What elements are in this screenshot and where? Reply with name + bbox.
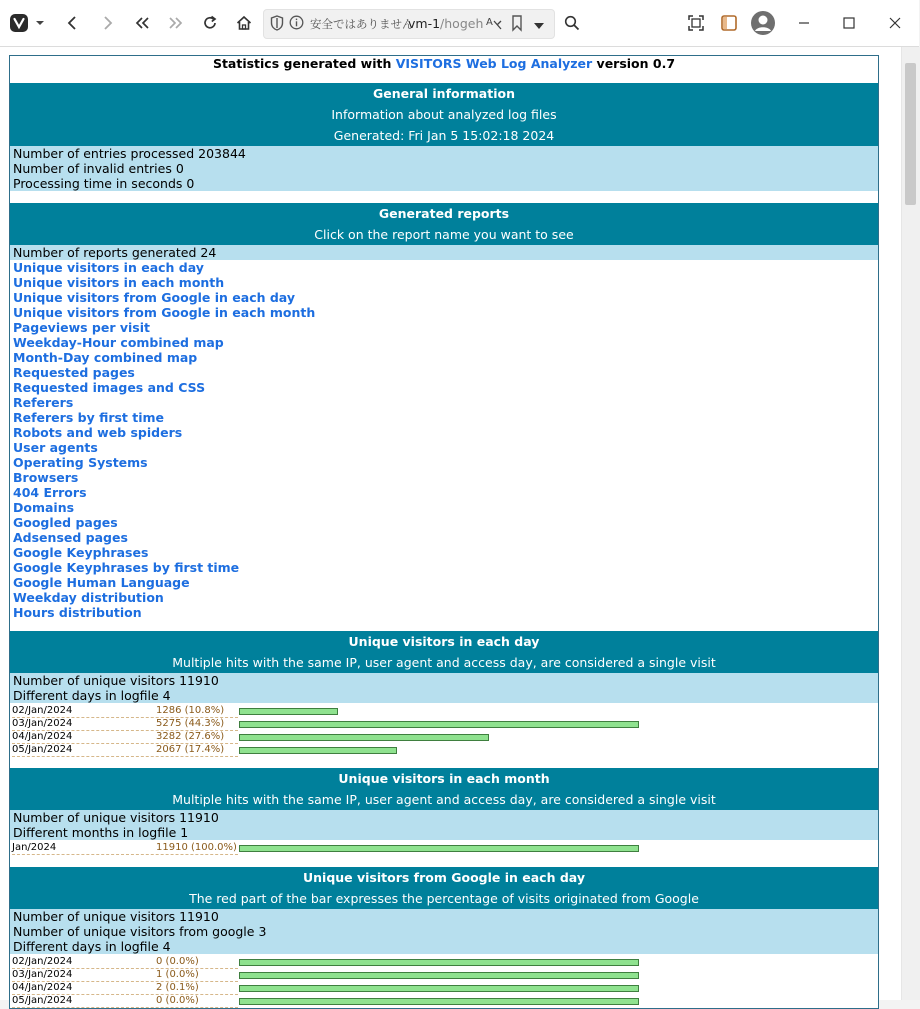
general-title: General information [10, 83, 878, 104]
browser-toolbar [0, 0, 919, 47]
headline-suffix: version 0.7 [592, 56, 676, 71]
maximize-icon[interactable] [834, 8, 864, 38]
report-link[interactable]: Weekday-Hour combined map [13, 335, 224, 350]
vivaldi-menu-icon[interactable] [8, 8, 30, 38]
panel-toggle-icon[interactable] [717, 8, 741, 38]
row-bar [239, 845, 639, 852]
security-warning-text: 安全ではありません [310, 17, 414, 31]
table-row [10, 744, 878, 757]
reports-title: Generated reports [10, 203, 878, 224]
row-value: 2067 (17.4%) [156, 744, 225, 755]
invalid-entries: Number of invalid entries 0 [13, 161, 184, 176]
google-visitors-from-google: Number of unique visitors from google 3 [13, 924, 267, 939]
search-icon[interactable] [560, 8, 584, 38]
report-link[interactable]: Unique visitors in each month [13, 275, 225, 290]
report-link[interactable]: User agents [13, 440, 98, 455]
table-row [10, 731, 878, 744]
home-icon[interactable] [230, 8, 258, 38]
monthly-info [10, 810, 878, 840]
table-row [10, 969, 878, 982]
generated-timestamp: Generated: Fri Jan 5 15:02:18 2024 [10, 125, 878, 146]
monthly-unique-visitors: Number of unique visitors 11910 [13, 810, 219, 825]
row-value: 3282 (27.6%) [156, 731, 225, 742]
row-bar [239, 959, 639, 966]
fast-forward-icon[interactable] [162, 8, 190, 38]
row-bar [239, 734, 489, 741]
monthly-rows [10, 840, 878, 855]
daily-title: Unique visitors in each day [10, 631, 878, 652]
scrollbar-thumb[interactable] [905, 63, 916, 205]
report-link[interactable]: Google Keyphrases by first time [13, 560, 240, 575]
row-value: 5275 (44.3%) [156, 718, 225, 729]
row-label: Jan/2024 [12, 842, 238, 855]
report-link[interactable]: Adsensed pages [13, 530, 128, 545]
daily-info [10, 673, 878, 703]
report-link[interactable]: Referers by first time [13, 410, 165, 425]
row-value: 11910 (100.0%) [156, 842, 237, 853]
reload-icon[interactable] [196, 8, 224, 38]
report-link[interactable]: Weekday distribution [13, 590, 164, 605]
report-link[interactable]: Operating Systems [13, 455, 148, 470]
report-link[interactable]: Google Keyphrases [13, 545, 149, 560]
translate-icon[interactable] [486, 15, 502, 34]
forward-icon[interactable] [94, 8, 120, 38]
row-bar [239, 972, 639, 979]
general-info [10, 146, 878, 191]
report-link[interactable]: Robots and web spiders [13, 425, 183, 440]
table-row [10, 995, 878, 1008]
report-link[interactable]: Referers [13, 395, 74, 410]
daily-unique-visitors: Number of unique visitors 11910 [13, 673, 219, 688]
monthly-title: Unique visitors in each month [10, 768, 878, 789]
table-row [10, 842, 878, 855]
daily-subtitle: Multiple hits with the same IP, user agent and access day, are considered a single visit [10, 652, 878, 673]
bookmark-icon[interactable] [511, 15, 523, 34]
url-host: vm-1 [408, 16, 441, 31]
general-subtitle: Information about analyzed log files [10, 104, 878, 125]
row-label: 03/Jan/2024 [12, 969, 238, 982]
row-value: 2 (0.1%) [156, 982, 199, 993]
row-bar [239, 747, 397, 754]
shield-icon[interactable] [270, 15, 284, 34]
row-value: 1 (0.0%) [156, 969, 199, 980]
google-daily-rows [10, 954, 878, 1008]
profile-avatar-icon[interactable] [749, 8, 777, 38]
row-bar [239, 721, 639, 728]
google-unique-visitors: Number of unique visitors 11910 [13, 909, 219, 924]
processing-time: Processing time in seconds 0 [13, 176, 195, 191]
row-label: 04/Jan/2024 [12, 731, 238, 744]
report-link[interactable]: Pageviews per visit [13, 320, 151, 335]
monthly-months-count: Different months in logfile 1 [13, 825, 189, 840]
page-scrollbar[interactable] [901, 47, 920, 1000]
row-value: 0 (0.0%) [156, 995, 199, 1006]
report-link[interactable]: Googled pages [13, 515, 118, 530]
table-row [10, 956, 878, 969]
table-row [10, 982, 878, 995]
google-daily-title: Unique visitors from Google in each day [10, 867, 878, 888]
row-bar [239, 998, 639, 1005]
row-value: 1286 (10.8%) [156, 705, 225, 716]
report-container [9, 55, 879, 1009]
capture-icon[interactable] [683, 8, 709, 38]
address-dropdown-icon[interactable] [534, 19, 544, 33]
row-label: 05/Jan/2024 [12, 995, 238, 1008]
table-row [10, 705, 878, 718]
table-row [10, 718, 878, 731]
report-link[interactable]: Requested images and CSS [13, 380, 206, 395]
report-link[interactable]: Unique visitors from Google in each day [13, 290, 296, 305]
google-days-count: Different days in logfile 4 [13, 939, 171, 954]
report-links [10, 260, 878, 620]
rewind-icon[interactable] [128, 8, 156, 38]
menu-dropdown-icon[interactable] [33, 8, 47, 38]
page-headline [10, 56, 878, 83]
visitors-link[interactable]: VISITORS Web Log Analyzer [395, 56, 593, 71]
report-link[interactable]: Unique visitors from Google in each month [13, 305, 316, 320]
report-link[interactable]: 404 Errors [13, 485, 87, 500]
page-viewport [0, 47, 901, 1006]
info-icon[interactable] [289, 15, 304, 33]
reports-info [10, 245, 878, 260]
google-daily-info [10, 909, 878, 954]
report-link[interactable]: Unique visitors in each day [13, 260, 204, 275]
reports-subtitle: Click on the report name you want to see [10, 224, 878, 245]
row-label: 02/Jan/2024 [12, 956, 238, 969]
report-link[interactable]: Hours distribution [13, 605, 142, 620]
report-link[interactable]: Month-Day combined map [13, 350, 198, 365]
close-icon[interactable] [880, 8, 910, 38]
entries-processed: Number of entries processed 203844 [13, 146, 246, 161]
monthly-subtitle: Multiple hits with the same IP, user agent and access day, are considered a single visit [10, 789, 878, 810]
report-link[interactable]: Domains [13, 500, 75, 515]
daily-days-count: Different days in logfile 4 [13, 688, 171, 703]
svg-text:A: A [486, 17, 493, 28]
report-link[interactable]: Google Human Language [13, 575, 190, 590]
minimize-icon[interactable] [789, 8, 819, 38]
reports-count: Number of reports generated 24 [13, 245, 217, 260]
row-label: 02/Jan/2024 [12, 705, 238, 718]
headline-prefix: Statistics generated with [212, 56, 396, 71]
google-daily-subtitle: The red part of the bar expresses the percentage of visits originated from Google [10, 888, 878, 909]
url-text [408, 16, 486, 31]
row-bar [239, 985, 639, 992]
row-value: 0 (0.0%) [156, 956, 199, 967]
back-icon[interactable] [60, 8, 86, 38]
url-path: /hogeh [440, 16, 484, 31]
row-label: 05/Jan/2024 [12, 744, 238, 757]
report-link[interactable]: Requested pages [13, 365, 135, 380]
row-label: 04/Jan/2024 [12, 982, 238, 995]
row-bar [239, 708, 338, 715]
report-link[interactable]: Browsers [13, 470, 79, 485]
row-label: 03/Jan/2024 [12, 718, 238, 731]
daily-rows [10, 703, 878, 757]
address-bar[interactable] [263, 9, 555, 39]
